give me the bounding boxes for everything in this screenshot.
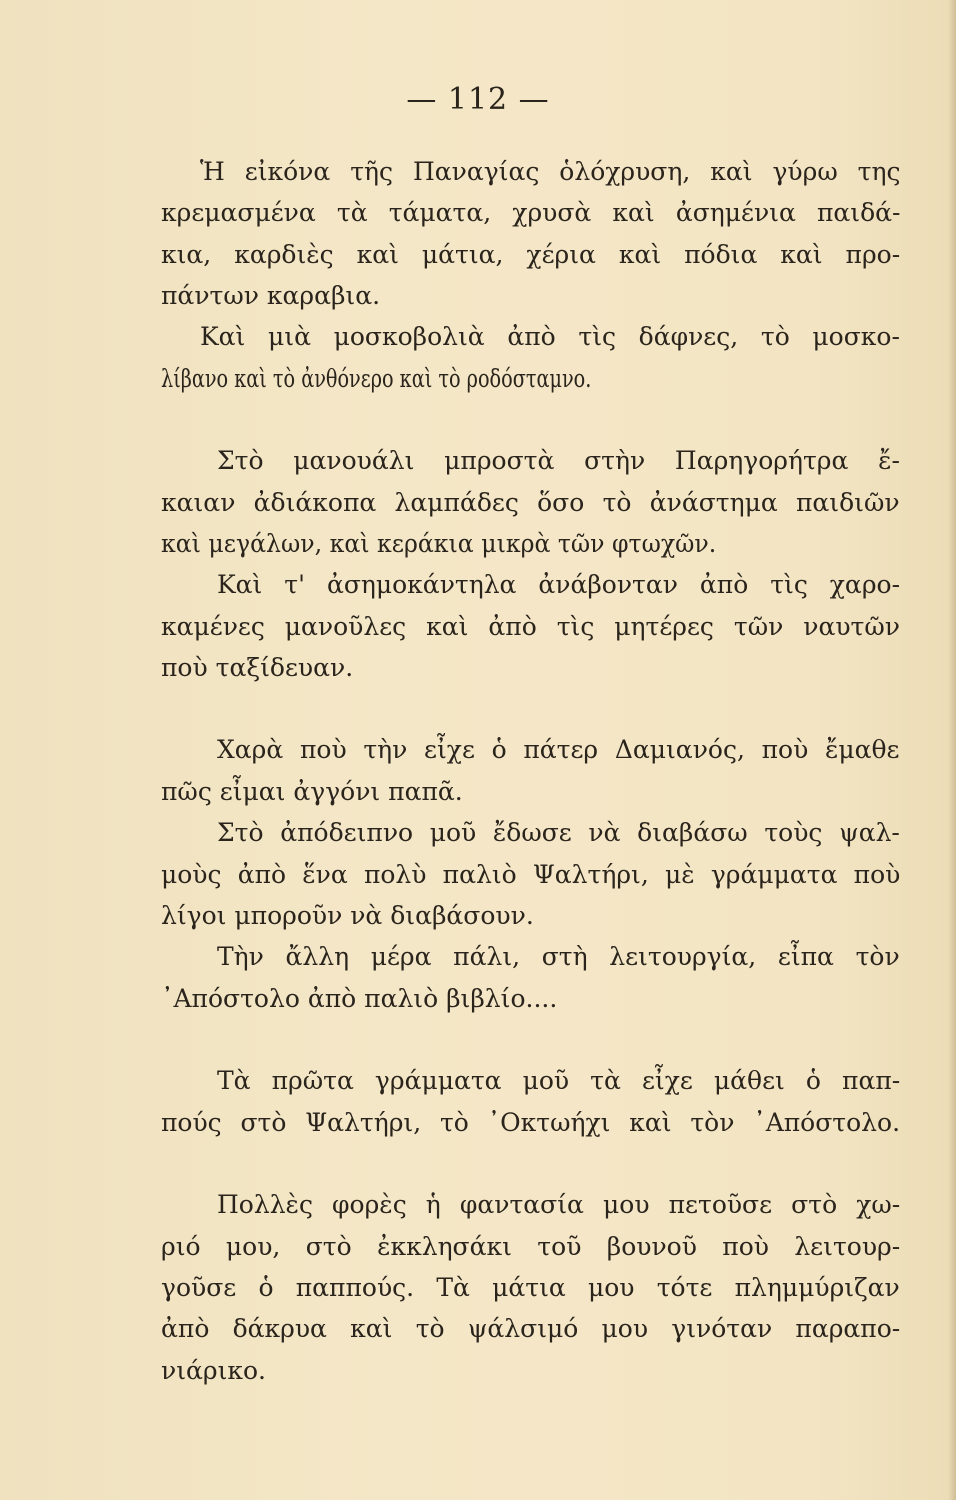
text-line: πῶς εἶμαι ἀγγόνι παπᾶ. bbox=[161, 777, 463, 806]
text-line: Ἡ εἰκόνα τῆς Παναγίας ὁλόχρυση, καὶ γύρω της bbox=[200, 157, 901, 186]
text-line: μοὺς ἀπὸ ἕνα πολὺ παλιὸ Ψαλτήρι, μὲ γράμματα ποὺ bbox=[161, 860, 901, 889]
text-line: ποὺ ταξίδευαν. bbox=[161, 653, 354, 682]
text-line: Χαρὰ ποὺ τὴν εἶχε ὁ πάτερ Δαμιανός, ποὺ ἔμαθε bbox=[217, 735, 900, 764]
text-line: γοῦσε ὁ παππούς. Τὰ μάτια μου τότε πλημμύριζαν bbox=[161, 1273, 900, 1302]
text-line: Στὸ μανουάλι μπροστὰ στὴν Παρηγορήτρα ἔ- bbox=[217, 446, 900, 475]
text-line: Πολλὲς φορὲς ἡ φαντασία μου πετοῦσε στὸ χω- bbox=[217, 1190, 901, 1219]
text-line: ἀπὸ δάκρυα καὶ τὸ ψάλσιμό μου γινόταν παραπο- bbox=[161, 1314, 901, 1343]
text-line: Τὰ πρῶτα γράμματα μοῦ τὰ εἶχε μάθει ὁ παπ- bbox=[217, 1066, 901, 1095]
text-line: πάντων καραβια. bbox=[161, 281, 381, 310]
text-line: κρεμασμένα τὰ τάματα, χρυσὰ καὶ ἀσημένια παιδά- bbox=[161, 198, 901, 227]
text-line: καμένες μανοῦλες καὶ ἀπὸ τὶς μητέρες τῶν ναυτῶν bbox=[161, 612, 900, 641]
text-line: λίγοι μποροῦν νὰ διαβάσουν. bbox=[161, 901, 534, 930]
text-line: Καὶ μιὰ μοσκοβολιὰ ἀπὸ τὶς δάφνες, τὸ μοσκο- bbox=[200, 322, 900, 351]
text-line: νιάρικο. bbox=[161, 1356, 267, 1385]
text-line: λίβανο καὶ τὸ ἀνθόνερο καὶ τὸ ροδόσταμνο. bbox=[161, 364, 592, 393]
page-number: — 112 — bbox=[406, 82, 550, 117]
text-line: πούς στὸ Ψαλτήρι, τὸ ᾿Οκτωήχι καὶ τὸν ᾿Απόστολο. bbox=[161, 1108, 901, 1137]
text-line: Καὶ τ' ἀσημοκάντηλα ἀνάβονταν ἀπὸ τὶς χαρο- bbox=[217, 570, 901, 599]
text-line: καιαν ἀδιάκοπα λαμπάδες ὅσο τὸ ἀνάστημα παιδιῶν bbox=[161, 488, 900, 517]
text-line: καὶ μεγάλων, καὶ κεράκια μικρὰ τῶν φτωχῶν. bbox=[161, 529, 717, 558]
text-line: ᾿Απόστολο ἀπὸ παλιὸ βιβλίο.... bbox=[161, 984, 558, 1013]
text-line: ριό μου, στὸ ἐκκλησάκι τοῦ βουνοῦ ποὺ λειτουρ- bbox=[161, 1232, 901, 1261]
text-line: Στὸ ἀπόδειπνο μοῦ ἔδωσε νὰ διαβάσω τοὺς ψαλ- bbox=[217, 818, 900, 847]
text-line: κια, καρδιὲς καὶ μάτια, χέρια καὶ πόδια καὶ προ- bbox=[161, 240, 901, 269]
page-edge-shadow bbox=[948, 0, 956, 1500]
text-line: Τὴν ἄλλη μέρα πάλι, στὴ λειτουργία, εἶπα τὸν bbox=[217, 942, 900, 971]
